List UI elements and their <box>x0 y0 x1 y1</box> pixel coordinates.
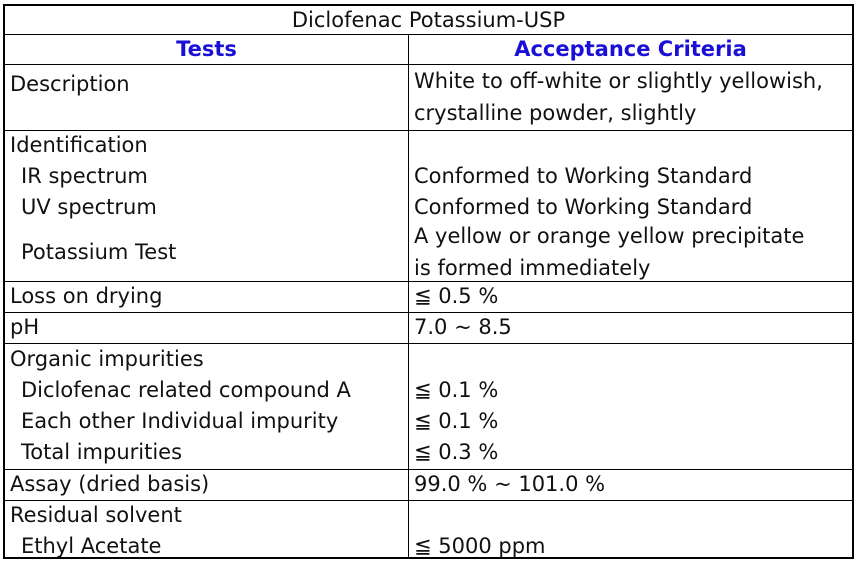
table-row-organic-impurities <box>5 344 852 470</box>
loss-on-drying-test: Loss on drying <box>10 284 163 308</box>
potassium-criteria-line1: A yellow or orange yellow precipitate <box>414 224 805 248</box>
specification-table <box>3 4 854 559</box>
uv-spectrum-criteria: Conformed to Working Standard <box>414 195 753 219</box>
ir-spectrum-criteria: Conformed to Working Standard <box>414 164 753 188</box>
individual-impurity-test: Each other Individual impurity <box>21 409 339 433</box>
table-row-ph <box>5 313 852 344</box>
table-row-identification <box>5 131 852 282</box>
uv-spectrum-test: UV spectrum <box>21 195 157 219</box>
compound-a-criteria: ≦ 0.1 % <box>414 378 499 402</box>
header-tests: Tests <box>176 37 237 61</box>
header-acceptance-criteria: Acceptance Criteria <box>514 37 747 61</box>
total-impurities-test: Total impurities <box>21 440 183 464</box>
table-row-assay <box>5 470 852 501</box>
table-header-row <box>5 35 852 65</box>
total-impurities-criteria: ≦ 0.3 % <box>414 440 499 464</box>
assay-criteria: 99.0 % ~ 101.0 % <box>414 472 606 496</box>
potassium-test: Potassium Test <box>21 240 177 264</box>
ph-criteria: 7.0 ~ 8.5 <box>414 315 512 339</box>
ethyl-acetate-test: Ethyl Acetate <box>21 534 162 558</box>
individual-impurity-criteria: ≦ 0.1 % <box>414 409 499 433</box>
ir-spectrum-test: IR spectrum <box>21 164 148 188</box>
table-row-residual-solvent <box>5 501 852 559</box>
identification-test: Identification <box>10 133 148 157</box>
ph-test: pH <box>10 315 40 339</box>
ethyl-acetate-criteria: ≦ 5000 ppm <box>414 534 546 558</box>
description-criteria-line1: White to off-white or slightly yellowish, <box>414 69 823 93</box>
table-title-text: Diclofenac Potassium-USP <box>291 8 566 32</box>
potassium-criteria-line2: is formed immediately <box>414 256 651 280</box>
description-test: Description <box>10 72 130 96</box>
assay-test: Assay (dried basis) <box>10 472 210 496</box>
table-row-loss-on-drying <box>5 282 852 313</box>
table-row-description <box>5 65 852 131</box>
residual-solvent-test: Residual solvent <box>10 503 182 527</box>
table-title <box>5 6 852 35</box>
column-divider <box>408 35 409 559</box>
loss-on-drying-criteria: ≦ 0.5 % <box>414 284 499 308</box>
organic-impurities-test: Organic impurities <box>10 347 204 371</box>
description-criteria-line2: crystalline powder, slightly <box>414 101 697 125</box>
compound-a-test: Diclofenac related compound A <box>21 378 351 402</box>
